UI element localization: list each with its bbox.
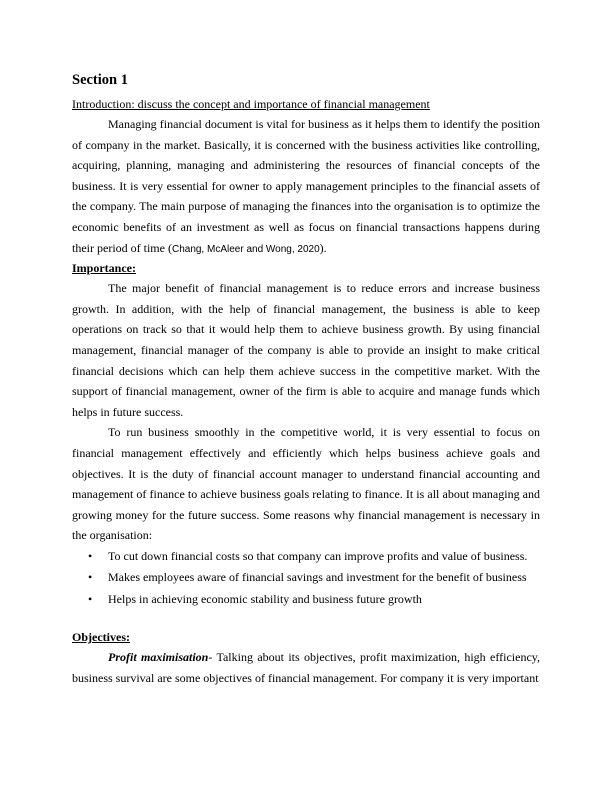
list-item xyxy=(72,567,540,589)
introduction-text: Managing financial document is vital for business as it helps them to identify the position of company in the market. Basically, it is concerned with the business activities like controlling, acquiring, planning, managing and administering the resources of financial concepts of the business. It is very essential for owner to apply management principles to the financial assets of the company. The main purpose of managing the finances into the organisation is to optimize the economic benefits of an investment as well as focus on financial transactions happens during their period of time ( xyxy=(72,117,540,255)
bullet-icon: • xyxy=(88,570,93,585)
objectives-paragraph xyxy=(72,647,540,688)
document-page xyxy=(72,70,540,689)
section-title: Section 1 xyxy=(72,72,128,88)
importance-paragraph-2: To run business smoothly in the competitive world, it is very essential to focus on financial management effectively and efficiently which helps business achieve goals and objectives. It is the duty of financial account manager to understand financial accounting and management of finance to achieve business goals relating to finance. It is all about managing and growing money for the future success. Some reasons why financial management is necessary in the organisation: xyxy=(72,425,540,543)
introduction-citation: Chang, McAleer and Wong, 2020 xyxy=(171,243,320,255)
bullet-icon: • xyxy=(88,591,93,606)
reasons-list xyxy=(72,546,540,611)
introduction-text-end: ). xyxy=(319,240,327,255)
objectives-text: - Talking about its objectives, profit maximization, high efficiency, business survival are some objectives of financial management. For company it is very important xyxy=(72,650,540,685)
importance-paragraph-1: The major benefit of financial management is to reduce errors and increase business growth. In addition, with the help of financial management, the business is able to keep operations on track so that it would help them to achieve business growth. By using financial management, financial manager of the company is able to provide an insight to make critical financial decisions which can help them achieve success in the competitive market. With the support of financial management, owner of the firm is able to acquire and manage funds which helps in future success. xyxy=(72,281,540,419)
bullet-icon: • xyxy=(88,548,93,563)
objectives-lead-term: Profit maximisation xyxy=(108,650,209,665)
importance-heading: Importance: xyxy=(72,261,136,276)
introduction-paragraph xyxy=(72,114,540,260)
list-item xyxy=(72,546,540,568)
list-item-text: Makes employees aware of financial savings and investment for the benefit of business xyxy=(108,570,527,585)
objectives-heading: Objectives: xyxy=(72,630,130,645)
list-item xyxy=(72,589,540,611)
introduction-heading: Introduction: discuss the concept and importance of financial management xyxy=(72,97,430,111)
section-spacer xyxy=(72,610,540,629)
list-item-text: Helps in achieving economic stability and business future growth xyxy=(108,591,422,606)
list-item-text: To cut down financial costs so that company can improve profits and value of business. xyxy=(108,548,528,563)
